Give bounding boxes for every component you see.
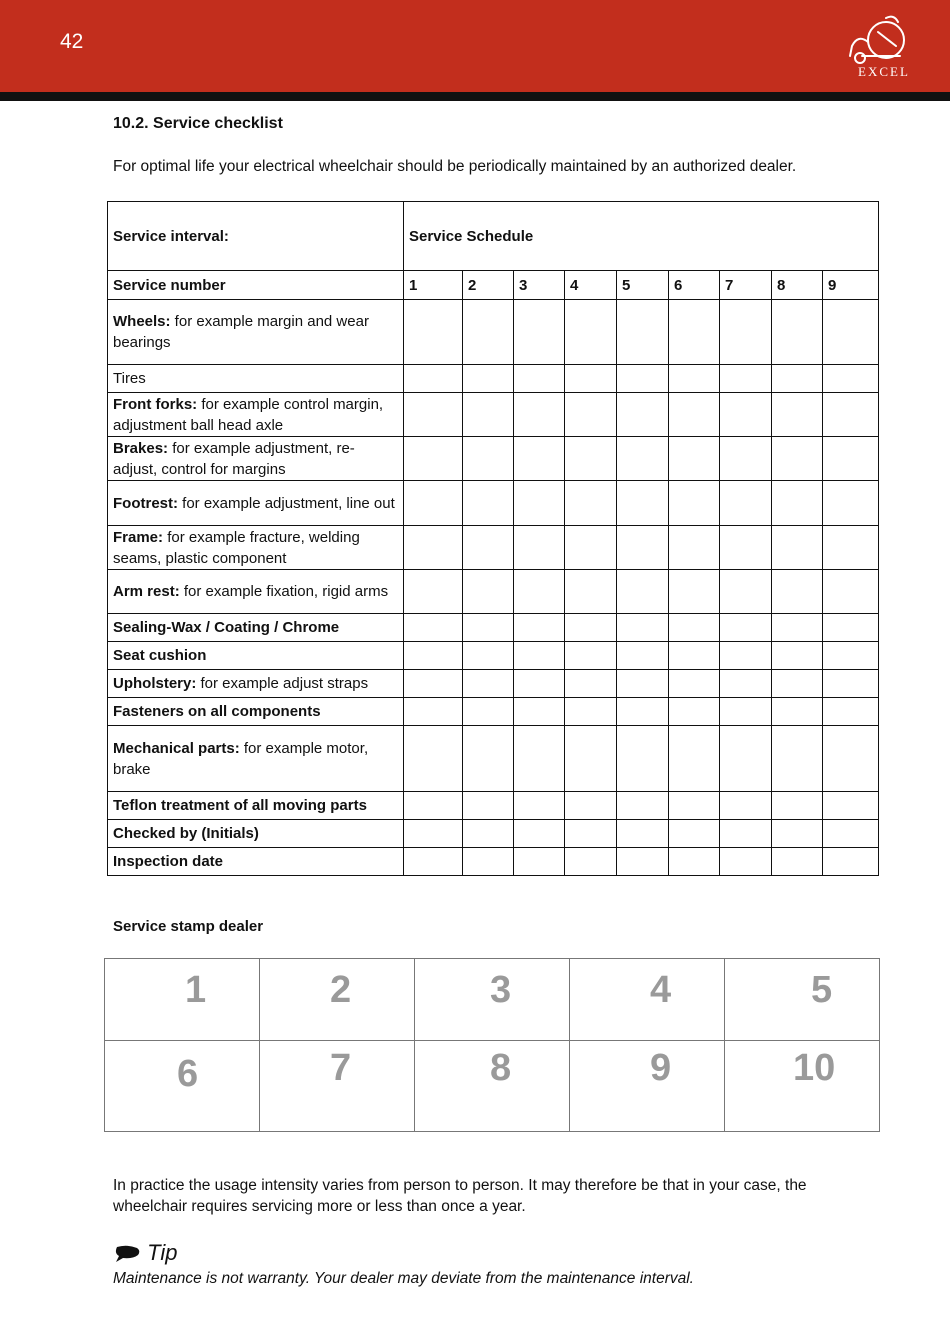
- service-number-5: 5: [617, 271, 669, 300]
- checkbox-cell[interactable]: [514, 300, 565, 365]
- service-number-6: 6: [669, 271, 720, 300]
- checkbox-cell[interactable]: [823, 726, 879, 792]
- checkbox-cell[interactable]: [617, 570, 669, 614]
- checkbox-cell[interactable]: [669, 698, 720, 726]
- stamp-box-8[interactable]: [415, 1041, 570, 1132]
- checkbox-cell[interactable]: [404, 792, 463, 820]
- checklist-row: [108, 848, 879, 876]
- checkbox-cell[interactable]: [463, 698, 514, 726]
- checkbox-cell[interactable]: [565, 848, 617, 876]
- checkbox-cell[interactable]: [823, 437, 879, 481]
- checklist-item-title: Checked by (Initials): [113, 825, 259, 842]
- checklist-item-description: for example control margin, adjustment ball head axle: [113, 395, 384, 434]
- checklist-item: [108, 848, 404, 876]
- checkbox-cell[interactable]: [514, 792, 565, 820]
- checkbox-cell[interactable]: [669, 437, 720, 481]
- checkbox-cell[interactable]: [720, 481, 772, 526]
- stamp-box-1[interactable]: [105, 959, 260, 1041]
- checkbox-cell[interactable]: [772, 820, 823, 848]
- service-number-4: 4: [565, 271, 617, 300]
- checkbox-cell[interactable]: [720, 365, 772, 393]
- checkbox-cell[interactable]: [823, 792, 879, 820]
- checkbox-cell[interactable]: [617, 792, 669, 820]
- checkbox-cell[interactable]: [565, 726, 617, 792]
- checklist-item-title: Fasteners on all components: [113, 703, 321, 720]
- service-number-row: [108, 271, 879, 300]
- checkbox-cell[interactable]: [463, 393, 514, 437]
- stamp-box-3[interactable]: [415, 959, 570, 1041]
- checkbox-cell[interactable]: [514, 820, 565, 848]
- tip-heading: [113, 1240, 178, 1266]
- stamp-box-7[interactable]: [260, 1041, 415, 1132]
- checkbox-cell[interactable]: [823, 614, 879, 642]
- checklist-item: [108, 393, 404, 437]
- checkbox-cell[interactable]: [772, 670, 823, 698]
- stamp-number: 3: [490, 969, 512, 1011]
- checklist-row: [108, 437, 879, 481]
- checkbox-cell[interactable]: [669, 570, 720, 614]
- checkbox-cell[interactable]: [720, 526, 772, 570]
- checkbox-cell[interactable]: [720, 820, 772, 848]
- checkbox-cell[interactable]: [463, 670, 514, 698]
- checklist-row: [108, 614, 879, 642]
- service-schedule-label: Service Schedule: [404, 202, 879, 271]
- stamp-number: 4: [650, 969, 672, 1011]
- checklist-item-title: Sealing-Wax / Coating / Chrome: [113, 619, 340, 636]
- checkbox-cell[interactable]: [565, 642, 617, 670]
- checkbox-cell[interactable]: [514, 393, 565, 437]
- checkbox-cell[interactable]: [669, 300, 720, 365]
- checklist-item-description: for example adjustment, re-adjust, control for margins: [113, 439, 355, 478]
- checkbox-cell[interactable]: [669, 848, 720, 876]
- stamp-number: 2: [330, 969, 352, 1011]
- checkbox-cell[interactable]: [463, 365, 514, 393]
- checkbox-cell[interactable]: [514, 437, 565, 481]
- checkbox-cell[interactable]: [514, 526, 565, 570]
- checkbox-cell[interactable]: [404, 526, 463, 570]
- checkbox-cell[interactable]: [463, 570, 514, 614]
- checkbox-cell[interactable]: [772, 365, 823, 393]
- service-number-3: 3: [514, 271, 565, 300]
- service-number-8: 8: [772, 271, 823, 300]
- checkbox-cell[interactable]: [823, 848, 879, 876]
- checkbox-cell[interactable]: [565, 570, 617, 614]
- checklist-item: [108, 300, 404, 365]
- checkbox-cell[interactable]: [772, 698, 823, 726]
- table-header-row: [108, 202, 879, 271]
- stamp-number: 9: [650, 1047, 672, 1089]
- page-number: 42: [60, 30, 84, 53]
- checkbox-cell[interactable]: [404, 300, 463, 365]
- checkbox-cell[interactable]: [565, 792, 617, 820]
- stamp-number: 6: [177, 1053, 199, 1095]
- service-checklist-table: [107, 201, 879, 876]
- checkbox-cell[interactable]: [617, 365, 669, 393]
- checkbox-cell[interactable]: [565, 820, 617, 848]
- service-number-2: 2: [463, 271, 514, 300]
- checkbox-cell[interactable]: [823, 570, 879, 614]
- checkbox-cell[interactable]: [720, 300, 772, 365]
- checkbox-cell[interactable]: [404, 642, 463, 670]
- checklist-item-title: Wheels:: [113, 313, 171, 330]
- checklist-item-description: Tires: [113, 370, 146, 387]
- usage-note: In practice the usage intensity varies from person to person. It may therefore be that in your case, the wheelchair requires servicing more or less than once a year.: [113, 1177, 807, 1215]
- checkbox-cell[interactable]: [669, 820, 720, 848]
- checkbox-cell[interactable]: [720, 726, 772, 792]
- checkbox-cell[interactable]: [669, 726, 720, 792]
- checkbox-cell[interactable]: [772, 393, 823, 437]
- checklist-item-description: for example motor, brake: [113, 739, 369, 778]
- checklist-item-title: Brakes:: [113, 439, 169, 457]
- checkbox-cell[interactable]: [772, 481, 823, 526]
- speech-bubble-icon: [113, 1245, 141, 1263]
- checkbox-cell[interactable]: [565, 300, 617, 365]
- checkbox-cell[interactable]: [514, 642, 565, 670]
- checklist-item: [108, 526, 404, 570]
- checklist-item-title: Inspection date: [113, 853, 224, 870]
- stamp-number: 5: [811, 969, 833, 1011]
- checkbox-cell[interactable]: [669, 393, 720, 437]
- checkbox-cell[interactable]: [772, 792, 823, 820]
- intro-text: For optimal life your electrical wheelchair should be periodically maintained by an authorized dealer.: [113, 158, 797, 175]
- checkbox-cell[interactable]: [772, 437, 823, 481]
- checkbox-cell[interactable]: [514, 570, 565, 614]
- checkbox-cell[interactable]: [404, 393, 463, 437]
- checkbox-cell[interactable]: [617, 437, 669, 481]
- checkbox-cell[interactable]: [720, 642, 772, 670]
- checkbox-cell[interactable]: [720, 848, 772, 876]
- checklist-item-title: Front forks:: [113, 395, 198, 413]
- checkbox-cell[interactable]: [404, 726, 463, 792]
- checkbox-cell[interactable]: [463, 792, 514, 820]
- checkbox-cell[interactable]: [514, 848, 565, 876]
- checkbox-cell[interactable]: [617, 481, 669, 526]
- checkbox-cell[interactable]: [772, 848, 823, 876]
- stamp-row: [105, 1041, 880, 1132]
- checkbox-cell[interactable]: [565, 365, 617, 393]
- checklist-item-description: for example fracture, welding seams, plastic component: [113, 528, 360, 567]
- checkbox-cell[interactable]: [463, 481, 514, 526]
- checkbox-cell[interactable]: [514, 614, 565, 642]
- checklist-row: [108, 792, 879, 820]
- checklist-item-title: Footrest:: [113, 494, 178, 512]
- checklist-item: [108, 437, 404, 481]
- checkbox-cell[interactable]: [565, 393, 617, 437]
- checkbox-cell[interactable]: [514, 365, 565, 393]
- checklist-row: [108, 365, 879, 393]
- checkbox-cell[interactable]: [720, 570, 772, 614]
- checkbox-cell[interactable]: [617, 820, 669, 848]
- checklist-item-title: Frame:: [113, 528, 164, 546]
- checklist-item: [108, 614, 404, 642]
- section-title: 10.2. Service checklist: [113, 115, 283, 132]
- checkbox-cell[interactable]: [669, 642, 720, 670]
- checkbox-cell[interactable]: [669, 526, 720, 570]
- stamp-number: 1: [185, 969, 207, 1011]
- checkbox-cell[interactable]: [617, 726, 669, 792]
- stamp-row: [105, 959, 880, 1041]
- checklist-row: [108, 820, 879, 848]
- checkbox-cell[interactable]: [823, 670, 879, 698]
- checkbox-cell[interactable]: [404, 848, 463, 876]
- checkbox-cell[interactable]: [669, 481, 720, 526]
- checkbox-cell[interactable]: [463, 642, 514, 670]
- checklist-row: [108, 526, 879, 570]
- checkbox-cell[interactable]: [669, 365, 720, 393]
- checklist-row: [108, 300, 879, 365]
- checklist-item: [108, 792, 404, 820]
- checkbox-cell[interactable]: [772, 726, 823, 792]
- checklist-item-title: Arm rest:: [113, 583, 180, 600]
- checklist-item: [108, 820, 404, 848]
- checkbox-cell[interactable]: [463, 820, 514, 848]
- checkbox-cell[interactable]: [514, 726, 565, 792]
- checkbox-cell[interactable]: [514, 670, 565, 698]
- checkbox-cell[interactable]: [772, 526, 823, 570]
- stamp-box-6[interactable]: [105, 1041, 260, 1132]
- service-number-9: 9: [823, 271, 879, 300]
- checkbox-cell[interactable]: [823, 698, 879, 726]
- checkbox-cell[interactable]: [823, 393, 879, 437]
- stamp-number: 10: [793, 1047, 836, 1089]
- checkbox-cell[interactable]: [617, 670, 669, 698]
- checklist-row: [108, 670, 879, 698]
- checkbox-cell[interactable]: [823, 365, 879, 393]
- checkbox-cell[interactable]: [823, 300, 879, 365]
- checklist-item-title: Upholstery:: [113, 675, 197, 692]
- checkbox-cell[interactable]: [720, 670, 772, 698]
- checkbox-cell[interactable]: [772, 614, 823, 642]
- stamp-box-10[interactable]: [725, 1041, 880, 1132]
- checkbox-cell[interactable]: [565, 698, 617, 726]
- tip-label: Tip: [147, 1240, 178, 1265]
- checklist-row: [108, 726, 879, 792]
- checkbox-cell[interactable]: [720, 614, 772, 642]
- checkbox-cell[interactable]: [404, 365, 463, 393]
- checklist-item-title: Teflon treatment of all moving parts: [113, 797, 367, 814]
- checkbox-cell[interactable]: [617, 614, 669, 642]
- checkbox-cell[interactable]: [720, 393, 772, 437]
- service-number-label: Service number: [108, 271, 404, 300]
- checklist-item: [108, 365, 404, 393]
- checkbox-cell[interactable]: [404, 670, 463, 698]
- checkbox-cell[interactable]: [404, 481, 463, 526]
- checkbox-cell[interactable]: [565, 481, 617, 526]
- checklist-row: [108, 642, 879, 670]
- checkbox-cell[interactable]: [772, 570, 823, 614]
- logo-text: EXCEL: [858, 64, 910, 79]
- checkbox-cell[interactable]: [823, 820, 879, 848]
- checkbox-cell[interactable]: [565, 526, 617, 570]
- checkbox-cell[interactable]: [463, 437, 514, 481]
- checkbox-cell[interactable]: [463, 726, 514, 792]
- checkbox-cell[interactable]: [404, 698, 463, 726]
- checkbox-cell[interactable]: [463, 300, 514, 365]
- stamp-box-9[interactable]: [570, 1041, 725, 1132]
- checklist-item-description: for example fixation, rigid arms: [179, 583, 389, 600]
- tip-text: Maintenance is not warranty. Your dealer may deviate from the maintenance interval.: [113, 1270, 694, 1287]
- checkbox-cell[interactable]: [404, 614, 463, 642]
- checkbox-cell[interactable]: [720, 792, 772, 820]
- checkbox-cell[interactable]: [617, 642, 669, 670]
- page-header: [0, 0, 950, 92]
- checkbox-cell[interactable]: [404, 437, 463, 481]
- checklist-item: [108, 570, 404, 614]
- checklist-item-title: Seat cushion: [113, 647, 207, 664]
- header-divider: [0, 92, 950, 101]
- checkbox-cell[interactable]: [565, 437, 617, 481]
- checkbox-cell[interactable]: [669, 614, 720, 642]
- checklist-item-title: Mechanical parts:: [113, 739, 240, 757]
- checkbox-cell[interactable]: [565, 614, 617, 642]
- checkbox-cell[interactable]: [617, 526, 669, 570]
- checklist-item-description: for example margin and wear bearings: [113, 313, 369, 351]
- checkbox-cell[interactable]: [669, 792, 720, 820]
- service-interval-label: Service interval:: [108, 202, 404, 271]
- checklist-item: [108, 670, 404, 698]
- checkbox-cell[interactable]: [463, 848, 514, 876]
- checkbox-cell[interactable]: [404, 820, 463, 848]
- checkbox-cell[interactable]: [823, 526, 879, 570]
- checkbox-cell[interactable]: [823, 481, 879, 526]
- checklist-item-description: for example adjustment, line out: [178, 494, 395, 512]
- checklist-item: [108, 481, 404, 526]
- checkbox-cell[interactable]: [617, 393, 669, 437]
- checkbox-cell[interactable]: [617, 848, 669, 876]
- checklist-row: [108, 393, 879, 437]
- checkbox-cell[interactable]: [514, 698, 565, 726]
- checkbox-cell[interactable]: [720, 437, 772, 481]
- checklist-row: [108, 698, 879, 726]
- checkbox-cell[interactable]: [772, 300, 823, 365]
- stamp-box-4[interactable]: [570, 959, 725, 1041]
- stamp-title: Service stamp dealer: [113, 918, 264, 935]
- checkbox-cell[interactable]: [514, 481, 565, 526]
- stamp-box-5[interactable]: [725, 959, 880, 1041]
- checkbox-cell[interactable]: [772, 642, 823, 670]
- checkbox-cell[interactable]: [463, 526, 514, 570]
- stamp-number: 8: [490, 1047, 512, 1089]
- checkbox-cell[interactable]: [463, 614, 514, 642]
- checklist-row: [108, 570, 879, 614]
- service-number-1: 1: [404, 271, 463, 300]
- checklist-item: [108, 698, 404, 726]
- service-number-7: 7: [720, 271, 772, 300]
- checklist-row: [108, 481, 879, 526]
- checkbox-cell[interactable]: [617, 300, 669, 365]
- checkbox-cell[interactable]: [404, 570, 463, 614]
- stamp-box-2[interactable]: [260, 959, 415, 1041]
- stamp-number: 7: [330, 1047, 352, 1089]
- service-stamp-grid: [104, 958, 880, 1132]
- checkbox-cell[interactable]: [669, 670, 720, 698]
- checkbox-cell[interactable]: [565, 670, 617, 698]
- checklist-item: [108, 726, 404, 792]
- checklist-item-description: for example adjust straps: [196, 675, 369, 692]
- checklist-item: [108, 642, 404, 670]
- checkbox-cell[interactable]: [823, 642, 879, 670]
- checkbox-cell[interactable]: [617, 698, 669, 726]
- checkbox-cell[interactable]: [720, 698, 772, 726]
